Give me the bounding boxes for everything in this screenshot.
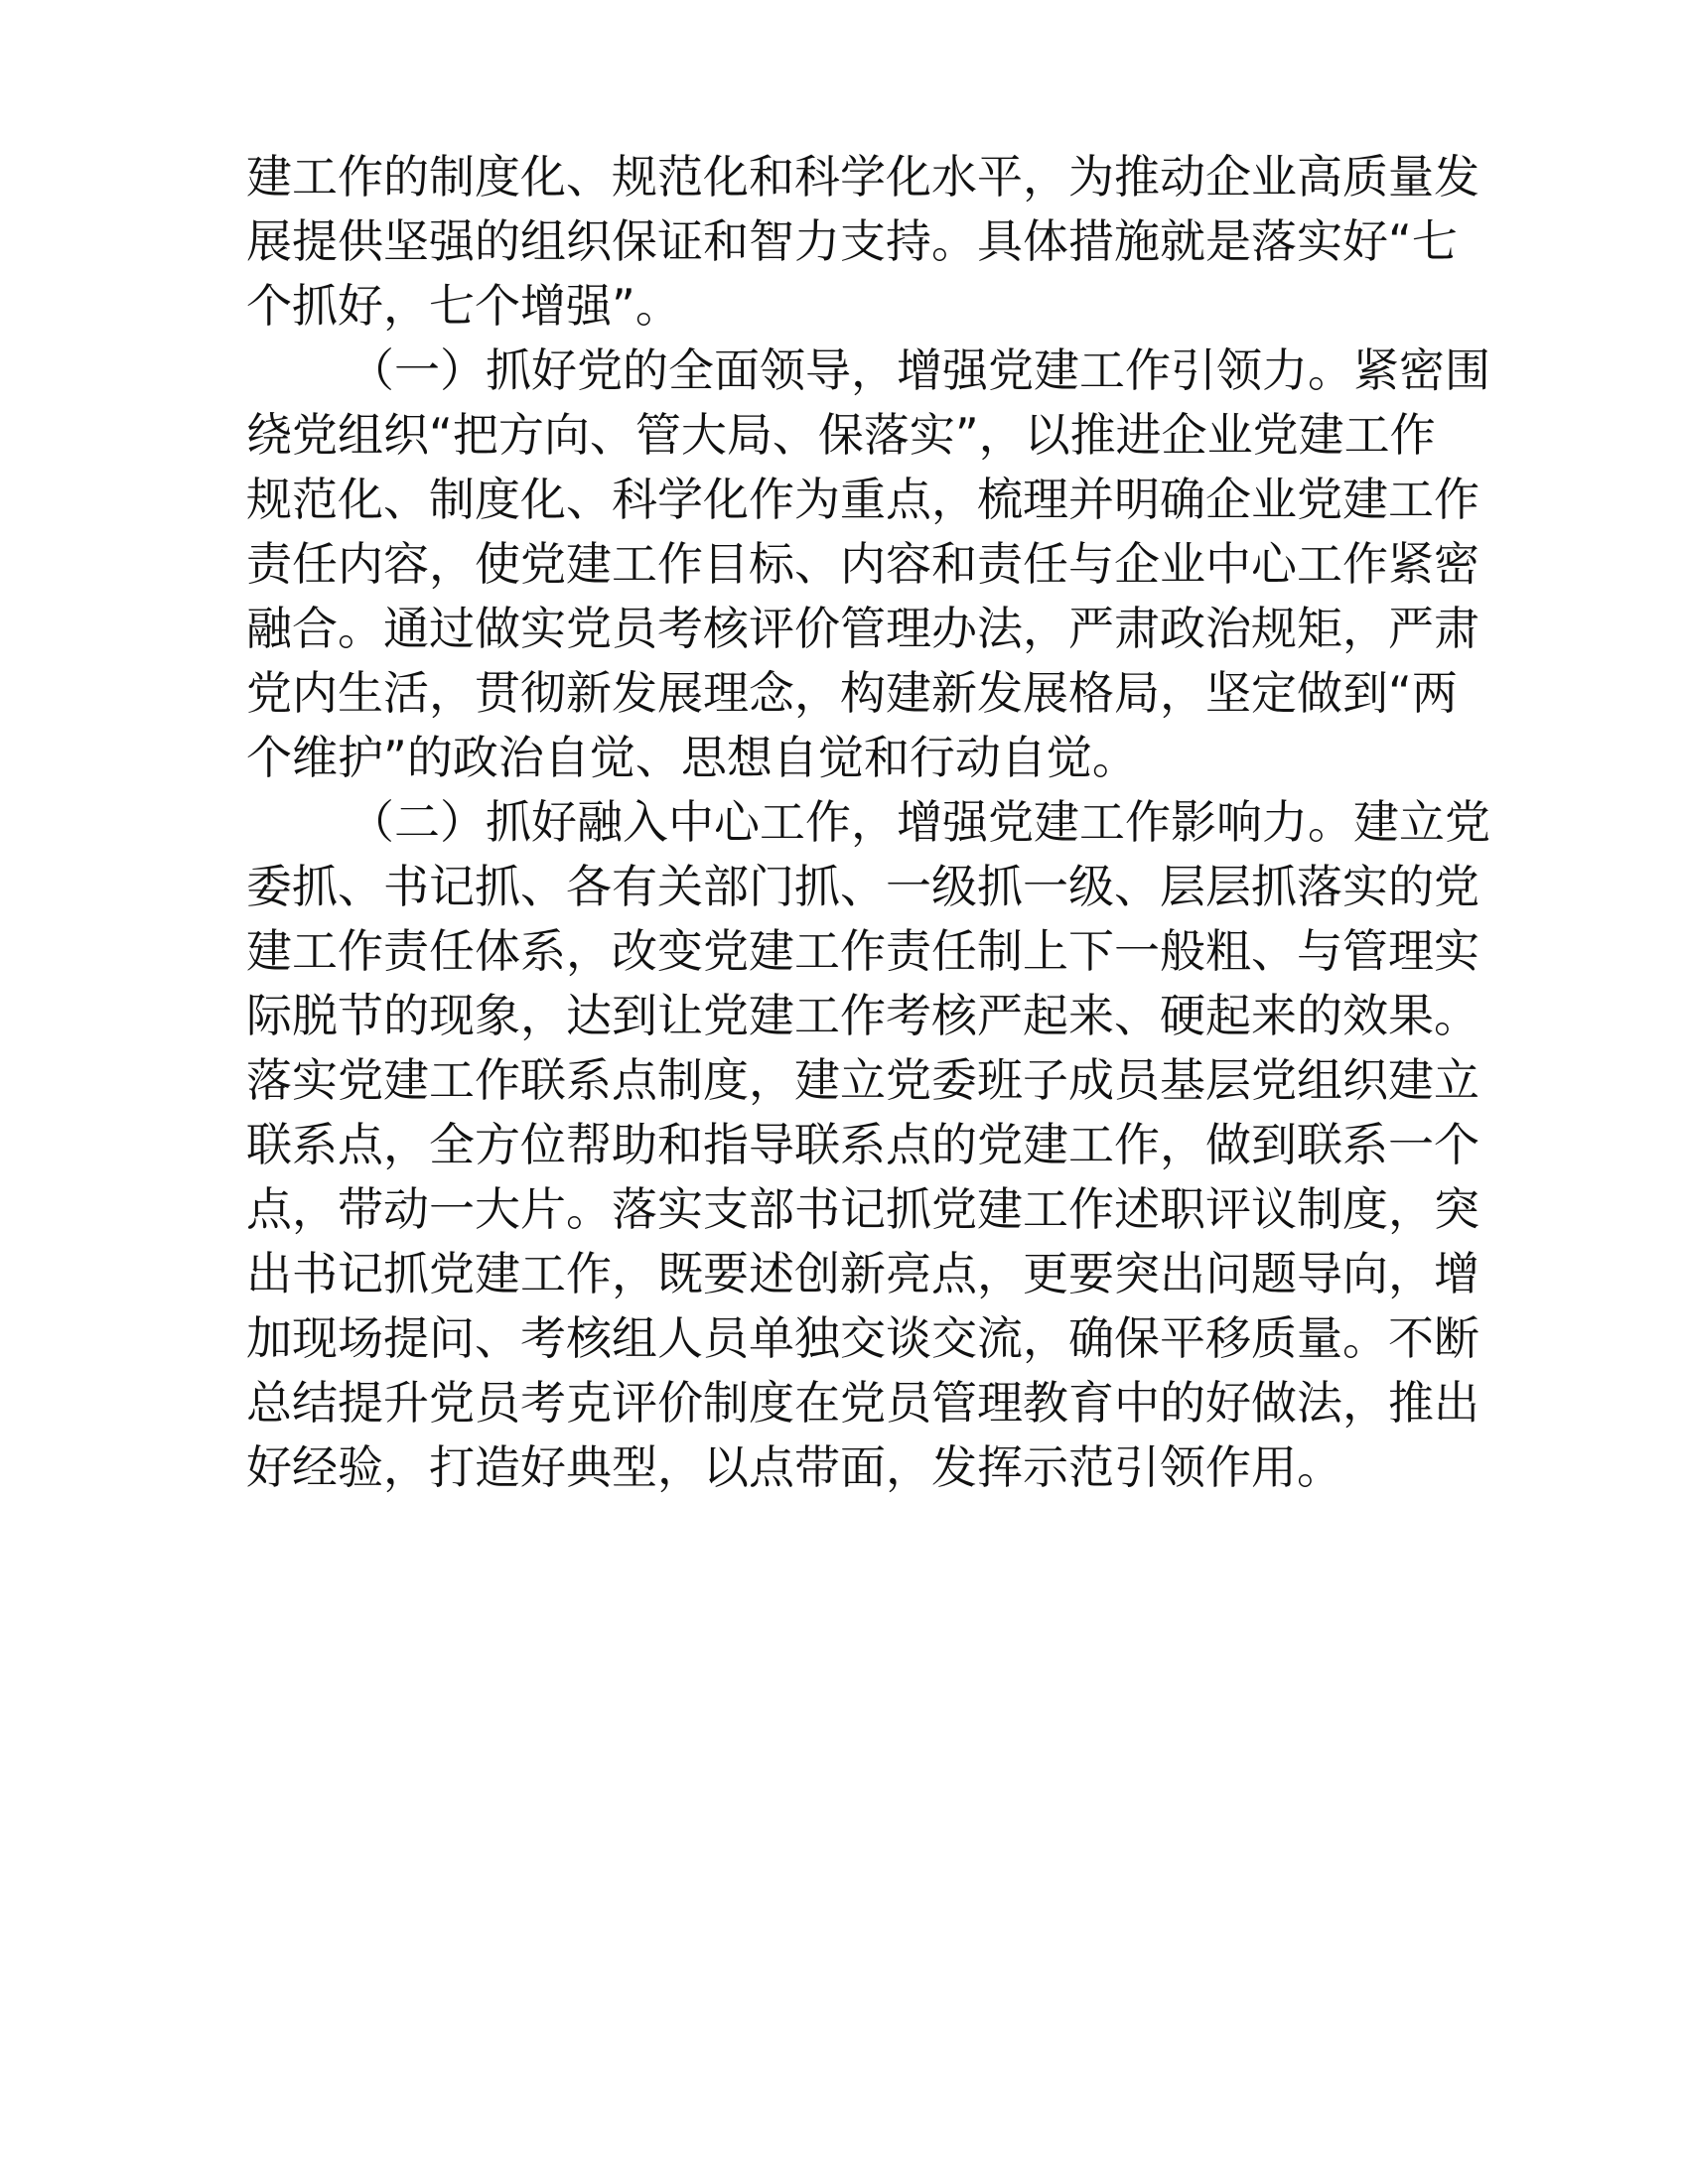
- text-line: 党内生活，贯彻新发展理念，构建新发展格局，坚定做到“两: [246, 666, 1458, 720]
- text-line: 委抓、书记抓、各有关部门抓、一级抓一级、层层抓落实的党: [246, 860, 1479, 913]
- text-line: 点，带动一大片。落实支部书记抓党建工作述职评议制度，突: [246, 1182, 1479, 1236]
- text-line: 展提供坚强的组织保证和智力支持。具体措施就是落实好“七: [246, 214, 1458, 268]
- text-line: 总结提升党员考克评价制度在党员管理教育中的好做法，推出: [246, 1376, 1479, 1430]
- text-line: 个维护”的政治自觉、思想自觉和行动自觉。: [246, 731, 1138, 784]
- section-heading-line: （一）抓好党的全面领导，增强党建工作引领力。紧密围: [349, 343, 1490, 397]
- text-line: 出书记抓党建工作，既要述创新亮点，更要突出问题导向，增: [246, 1247, 1479, 1300]
- text-line: 融合。通过做实党员考核评价管理办法，严肃政治规矩，严肃: [246, 602, 1479, 655]
- text-line: 责任内容，使党建工作目标、内容和责任与企业中心工作紧密: [246, 537, 1479, 591]
- text-line: 好经验，打造好典型，以点带面，发挥示范引领作用。: [246, 1440, 1342, 1494]
- text-line: 绕党组织“把方向、管大局、保落实”，以推进企业党建工作: [246, 408, 1436, 462]
- text-line: 际脱节的现象，达到让党建工作考核严起来、硬起来的效果。: [246, 989, 1479, 1042]
- section-heading-line: （二）抓好融入中心工作，增强党建工作影响力。建立党: [349, 795, 1490, 849]
- text-line: 规范化、制度化、科学化作为重点，梳理并明确企业党建工作: [246, 473, 1479, 526]
- text-line: 建工作责任体系，改变党建工作责任制上下一般粗、与管理实: [246, 924, 1479, 978]
- text-line: 建工作的制度化、规范化和科学化水平，为推动企业高质量发: [246, 150, 1479, 204]
- text-line: 加现场提问、考核组人员单独交谈交流，确保平移质量。不断: [246, 1311, 1479, 1365]
- text-line: 落实党建工作联系点制度，建立党委班子成员基层党组织建立: [246, 1053, 1479, 1107]
- text-line: 个抓好，七个增强”。: [246, 279, 681, 333]
- text-line: 联系点，全方位帮助和指导联系点的党建工作，做到联系一个: [246, 1118, 1479, 1171]
